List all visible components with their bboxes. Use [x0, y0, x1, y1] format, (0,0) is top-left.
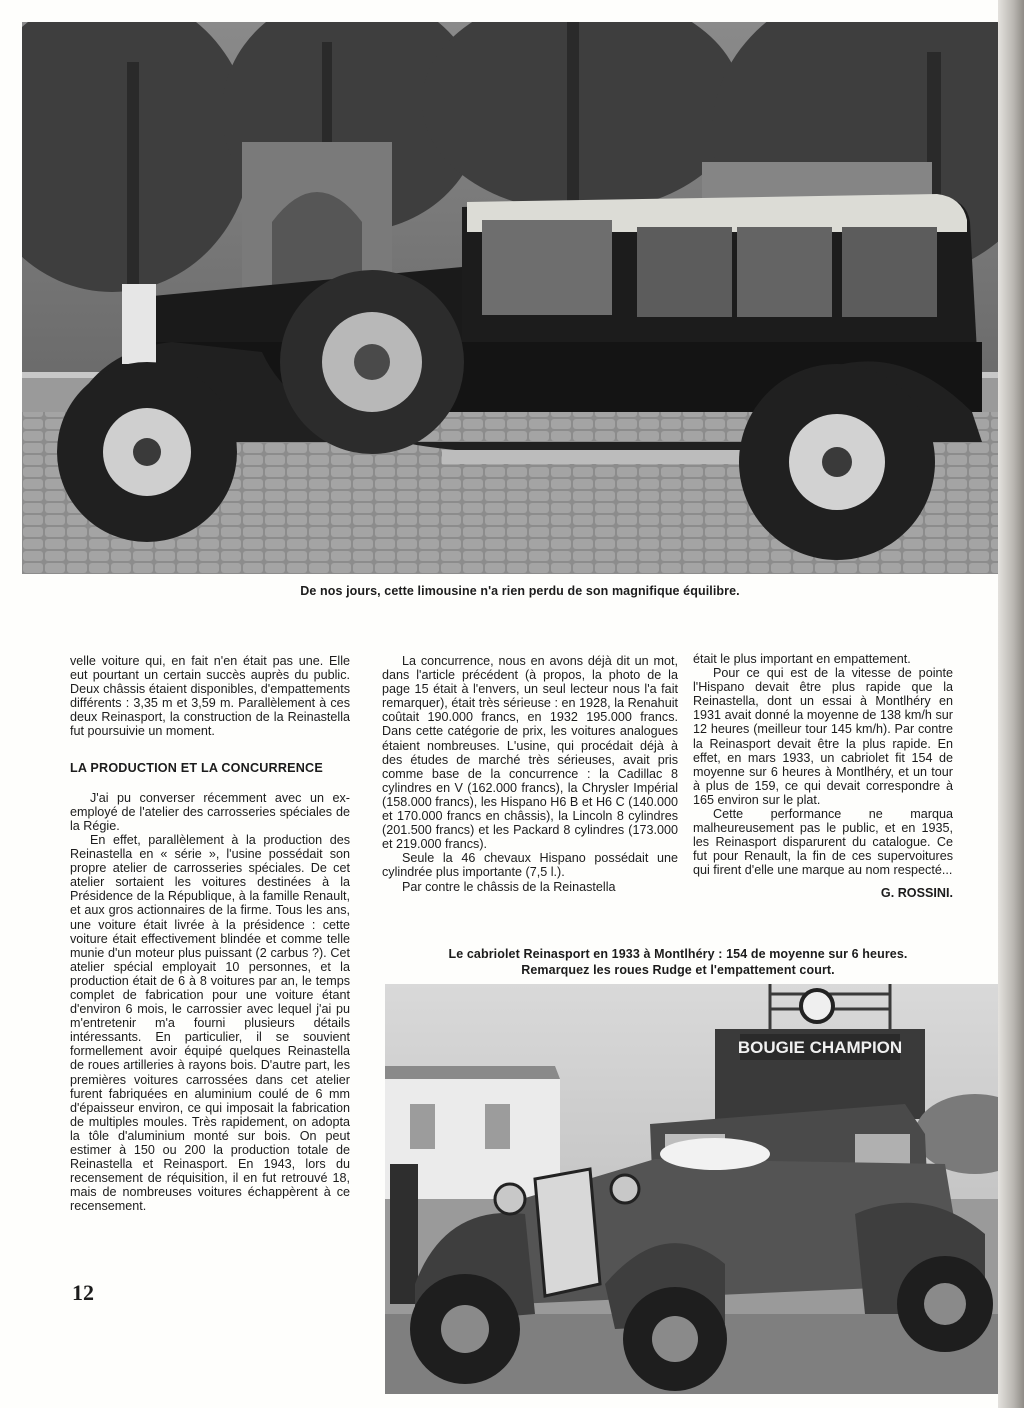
caption-line-2: Remarquez les roues Rudge et l'empattement court.	[521, 963, 835, 977]
bottom-photo-caption	[398, 946, 958, 978]
paragraph: Pour ce qui est de la vitesse de pointe l'Hispano devait être plus rapide que la Reinastella, dont un essai à Montlhéry en 1931 avait donné la moyenne de 138 km/h sur 12 heures (meilleur tour 145 km/h). Par contre la Reinasport devait être la plus rapide. En effet, en mars 1933, un cabriolet fit 154 de moyenne sur 6 heures à Montlhéry, et un tour à plus de 159, ce qui devait correspondre à 165 environ sur le plat.	[693, 666, 953, 807]
cabriolet-photo	[385, 984, 1010, 1394]
text-column-1	[70, 654, 350, 1213]
caption-line-1: Le cabriolet Reinasport en 1933 à Montlhéry : 154 de moyenne sur 6 heures.	[448, 947, 908, 961]
page-binding-edge	[998, 0, 1024, 1408]
paragraph: Par contre le châssis de la Reinastella	[402, 879, 616, 894]
paragraph: J'ai pu converser récemment avec un ex-employé de l'atelier des carrosseries spéciales de la Régie.	[70, 790, 350, 833]
section-heading: LA PRODUCTION ET LA CONCURRENCE	[70, 760, 323, 775]
page-number: 12	[72, 1280, 94, 1305]
paragraph: Cette performance ne marqua malheureusement pas le public, et en 1935, les Reinasport disparurent du catalogue. Ce fut pour Renault, la fin de ces supervoitures qui firent d'elle une marque au nom respecté...	[693, 807, 953, 878]
text-column-3	[693, 652, 953, 900]
billboard-text: BOUGIE CHAMPION	[737, 1038, 903, 1057]
paragraph: En effet, parallèlement à la production des Reinastella en « série », l'usine possédait son propre atelier de carrosseries spéciales. De cet atelier sortaient les voitures destinées à la Présidence de la République, à la famille Renault, et aux gros actionnaires de la firme. Tous les ans, une voiture était livrée à la présidence : cette voiture était effectivement blindée et comme telle munie d'un moteur plus puissant (2 carbus ?). Cet atelier spécial employait 10 personnes, et la production était de 6 à 8 voitures par an, le temps complet de fabrication pour une voiture étant d'environ 6 mois, le carrossier avec lequel j'ai pu m'entretenir m'a fourni plusieurs détails intéressants. En particulier, il se souvient formellement avoir équipé quelques Reinastella de roues artilleries à rayons bois. D'autre part, les premières voitures carrossées dans cet atelier furent fabriquées en aluminium coulé de 6 mm d'épaisseur environ, ce qui imposait la fabrication de multiples moules. Très rapidement, on adopta la tôle d'aluminium monté sur bois. On peut estimer à 150 ou 200 la production totale de Reinastella et Reinasport. En 1943, lors du recensement de réquisition, il en fut retrouvé 18, mais de nombreuses voitures échappèrent à ce recensement.	[70, 832, 350, 1214]
limousine-photo	[22, 22, 1006, 574]
paragraph: velle voiture qui, en fait n'en était pas une. Elle eut pourtant un certain succès auprès du public. Deux châssis étaient disponibles, d'empattements différents : 3,35 m et 3,59 m. Parallèlement à ces deux Reinasport, la construction de la Reinastella fut poursuivie un moment.	[70, 654, 350, 739]
author-signature: G. ROSSINI.	[880, 885, 953, 900]
paragraph: La concurrence, nous en avons déjà dit un mot, dans l'article précédent (à propos, la photo de la page 15 était à l'envers, un seul lecteur nous l'a fait remarquer), était très sérieuse : en 1928, la Renahuit coûtait 190.000 francs, en 1932 195.000 francs. Dans cette catégorie de prix, les voitures analogues étaient nombreuses. L'usine, qui procédait déjà à des études de marché très sérieuses, avait pris comme base de la concurrence : la Cadillac 8 cylindres en V (162.000 francs), la Chrysler Impérial (158.000 francs), les Hispano H6 B et H6 C (140.000 et 170.000 francs en châssis), la Lincoln 8 cylindres (201.500 francs) et les Packard 8 cylindres (173.000 et 219.000 francs).	[382, 654, 678, 852]
text-column-2	[382, 654, 678, 894]
paragraph: était le plus important en empattement.	[693, 652, 911, 666]
top-photo-caption: De nos jours, cette limousine n'a rien perdu de son magnifique équilibre.	[300, 584, 740, 598]
paragraph: Seule la 46 chevaux Hispano possédait une cylindrée plus importante (7,5 l.).	[382, 851, 678, 880]
